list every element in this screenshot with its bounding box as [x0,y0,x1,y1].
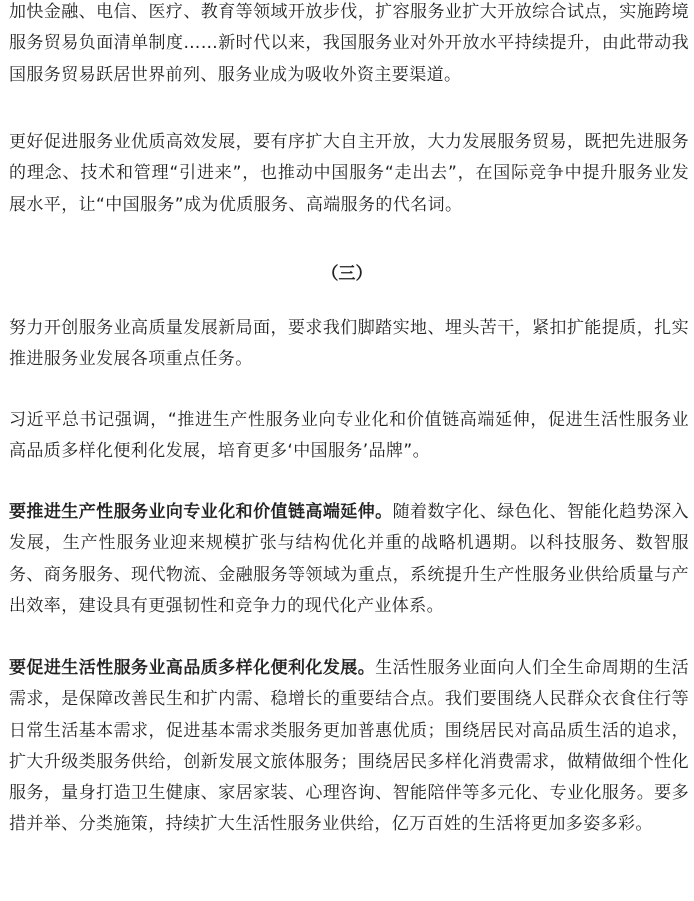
paragraph-quote: 习近平总书记强调，“推进生产性服务业向专业化和价值链高端延伸，促进生活性服务业高品质多样化便利化发展，培育更多‘中国服务’品牌”。 [9,410,689,462]
section-heading: （三） [321,264,373,284]
producer-services-lead: 要推进生产性服务业向专业化和价值链高端延伸。 [9,502,393,522]
producer-services-body: 随着数字化、绿色化、智能化趋势深入发展，生产性服务业迎来规模扩张与结构优化并重的战略机遇期。以科技服务、数智服务、商务服务、现代物流、金融服务等领域为重点，系统提升生产性服务业供给质量与产出效率，建设具有更强韧性和竞争力的现代化产业体系。 [9,502,689,616]
paragraph-new-situation: 努力开创服务业高质量发展新局面，要求我们脚踏实地、埋头苦干，紧扣扩能提质，扎实推进服务业发展各项重点任务。 [9,318,689,370]
paragraph-consumer-services [9,653,689,841]
paragraph-producer-services [9,497,689,622]
consumer-services-lead: 要促进生活性服务业高品质多样化便利化发展。 [9,658,376,678]
consumer-services-body: 生活性服务业面向人们全生命周期的生活需求，是保障改善民生和扩内需、稳增长的重要结合点。我们要围绕人民群众衣食住行等日常生活基本需求，促进基本需求类服务更加普惠优质；围绕居民对高品质生活的追求，扩大升级类服务供给，创新发展文旅体服务；围绕居民多样化消费需求，做精做细个性化服务，量身打造卫生健康、家居家装、心理咨询、智能陪伴等多元化、专业化服务。要多措并举、分类施策，持续扩大生活性服务业供给，亿万百姓的生活将更加多姿多彩。 [9,658,689,835]
paragraph-service-trade: 更好促进服务业优质高效发展，要有序扩大自主开放，大力发展服务贸易，既把先进服务的理念、技术和管理“引进来”，也推动中国服务“走出去”，在国际竞争中提升服务业发展水平，让“中国服务”成为优质服务、高端服务的代名词。 [9,132,689,215]
paragraph-opening-up: 加快金融、电信、医疗、教育等领域开放步伐，扩容服务业扩大开放综合试点，实施跨境服务贸易负面清单制度……新时代以来，我国服务业对外开放水平持续提升，由此带动我国服务贸易跃居世界前列、服务业成为吸收外资主要渠道。 [9,2,689,85]
